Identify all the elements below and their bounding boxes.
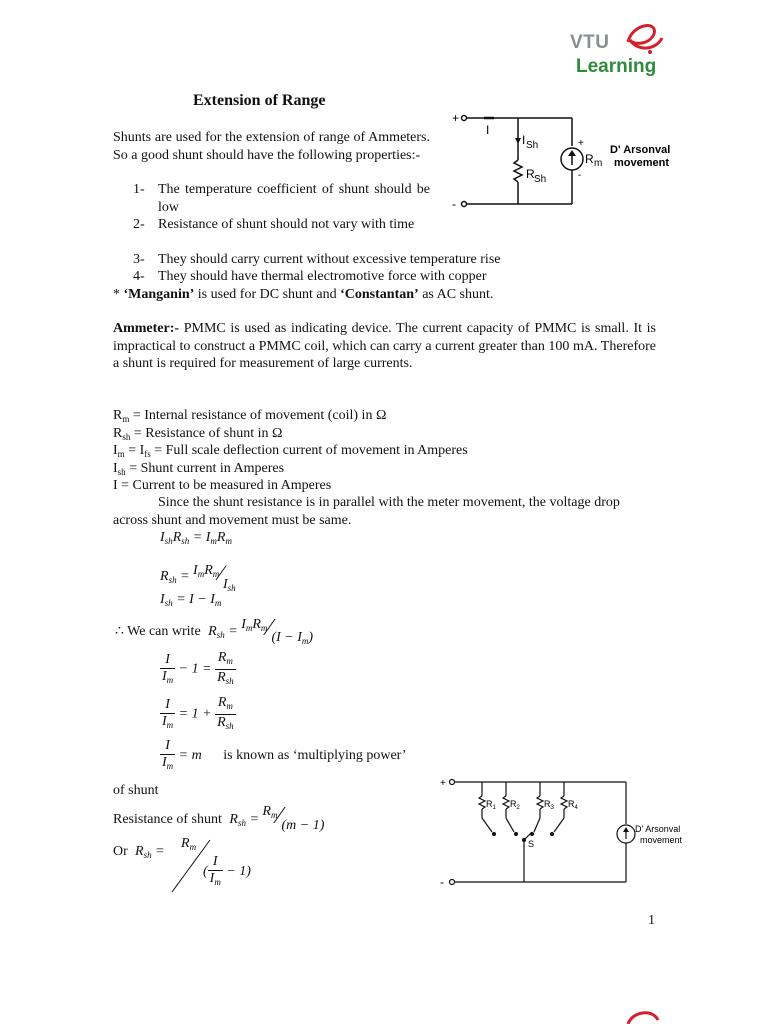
page-number: 1 bbox=[648, 913, 655, 928]
diagram1-label-line2: movement bbox=[614, 157, 670, 169]
equation-6: $\frac{I}{I_m}$ = m is known as ‘multiplying power’ bbox=[162, 738, 407, 771]
diagram1-i-label: I bbox=[486, 123, 490, 137]
property-item: 1- The temperature coefficient of shunt should be low bbox=[133, 182, 430, 215]
since-paragraph: Since the shunt resistance is in parallel with the meter movement, the voltage drop across shunt and movement must be same. bbox=[113, 495, 620, 528]
diagram1-rm-sub: m bbox=[594, 158, 603, 169]
equation-2: $R_{sh}$ = $I_mR_m⁄I_{sh}$ bbox=[160, 560, 236, 593]
equation-5: $\frac{I}{I_m}$ = 1 + $\frac{R_m}{R_{sh}}$ bbox=[162, 695, 234, 731]
property-item: 3- They should carry current without excessive temperature rise bbox=[133, 252, 501, 267]
diagram1-rm-label: R bbox=[585, 152, 594, 166]
diagram2-switch-label: S bbox=[528, 839, 535, 849]
ammeter-paragraph: Ammeter:- PMMC is used as indicating device. The current capacity of PMMC is small. It is impractical to construct a PMMC coil, which can carry a current greater than 100 mA. Therefore a shunt is required for measurement of large currents. bbox=[113, 321, 657, 371]
diagram2-r3-label: $R_3$ bbox=[544, 799, 554, 811]
of-shunt-text: of shunt bbox=[113, 783, 159, 798]
shunt-circuit-diagram bbox=[448, 108, 688, 218]
definition-i: I = Current to be measured in Amperes bbox=[113, 478, 332, 493]
multi-range-ammeter-diagram bbox=[436, 772, 696, 892]
diagram1-ish-label: I bbox=[522, 133, 526, 147]
manganin-note: * ‘Manganin’ is used for DC shunt and ‘Constantan’ as AC shunt. bbox=[113, 287, 494, 302]
diagram2-r2-label: $R_2$ bbox=[510, 799, 520, 811]
logo-vtu-text: VTU bbox=[570, 32, 610, 53]
diagram1-rsh-sub: Sh bbox=[534, 174, 547, 185]
logo-e-swoosh-icon bbox=[618, 18, 666, 58]
definition-im: $I_m = I_{fs}$ = Full scale deflection current of movement in Amperes bbox=[113, 443, 468, 459]
page-title: Extension of Range bbox=[193, 92, 326, 109]
diagram1-minus-terminal: - bbox=[452, 197, 456, 211]
definition-ish: $I_{sh}$ = Shunt current in Amperes bbox=[113, 461, 285, 477]
property-item: 4- They should have thermal electromotive force with copper bbox=[133, 269, 487, 284]
intro-paragraph: Shunts are used for the extension of range of Ammeters. So a good shunt should have the following properties:- bbox=[113, 130, 430, 163]
equation-1: $I_{sh}R_{sh} = I_mR_m$ bbox=[160, 530, 232, 546]
resistance-of-shunt-line: Resistance of shunt $R_{sh}$ = $R_m⁄(m - 1)$ bbox=[113, 803, 325, 833]
diagram2-r4-label: $R_4$ bbox=[568, 799, 578, 811]
diagram2-plus-terminal: + bbox=[440, 778, 446, 789]
diagram2-minus-terminal: - bbox=[440, 875, 444, 889]
next-page-logo-icon bbox=[618, 1010, 668, 1024]
diagram1-meter-minus: - bbox=[578, 170, 582, 181]
property-item: 2- Resistance of shunt should not vary with time bbox=[133, 217, 415, 232]
vtu-logo bbox=[568, 18, 668, 80]
diagram2-label-line1: D' Arsonval bbox=[635, 824, 681, 834]
diagram2-label-line2: movement bbox=[640, 835, 683, 845]
or-equation: Or $R_{sh}$ = $R_m$ ( $\frac{I}{I_m}$ − 1) bbox=[113, 836, 273, 896]
definition-rsh: $R_{sh}$ = Resistance of shunt in Ω bbox=[113, 426, 283, 442]
diagram1-rsh-label: R bbox=[526, 167, 535, 181]
logo-learning-text: Learning bbox=[576, 56, 657, 77]
diagram1-meter-plus: + bbox=[578, 138, 584, 149]
diagram1-ish-sub: Sh bbox=[526, 140, 539, 151]
therefore-line: ∴ We can write $R_{sh}$ = $I_mR_m⁄(I - I_m)$ bbox=[115, 615, 314, 646]
definition-rm: $R_m$ = Internal resistance of movement (coil) in Ω bbox=[113, 408, 387, 424]
diagram1-plus-terminal: + bbox=[452, 111, 460, 125]
diagram2-r1-label: $R_1$ bbox=[486, 799, 496, 811]
equation-4: $\frac{I}{I_m}$ − 1 = $\frac{R_m}{R_{sh}}$ bbox=[162, 650, 234, 686]
equation-3: $I_{sh} = I - I_m$ bbox=[160, 592, 222, 608]
diagram1-label-line1: D' Arsonval bbox=[610, 144, 671, 156]
